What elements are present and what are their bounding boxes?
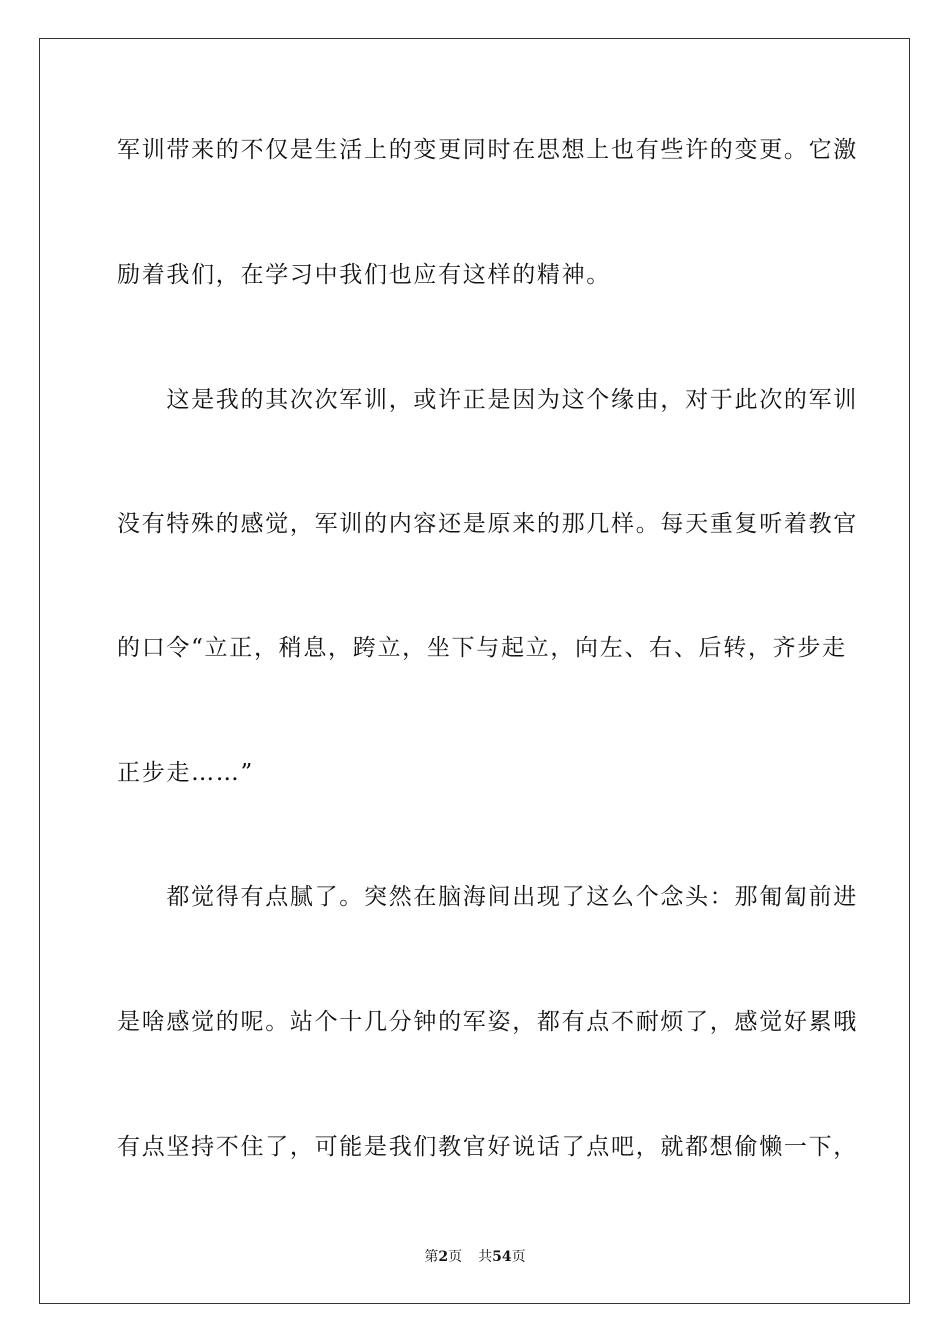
page-border <box>39 38 910 1304</box>
total-prefix: 共 <box>478 1249 493 1265</box>
page-footer <box>0 1247 950 1267</box>
text-line-2: 励着我们，在学习中我们也应有这样的精神。 <box>117 262 611 288</box>
page-prefix: 第 <box>424 1249 439 1265</box>
text-line-1: 军训带来的不仅是生活上的变更同时在思想上也有些许的变更。它激 <box>117 137 858 163</box>
text-line-6: 正步走……” <box>117 760 254 786</box>
text-line-3: 这是我的其次次军训，或许正是因为这个缘由，对于此次的军训 <box>117 387 858 413</box>
page-number: 2 <box>438 1249 449 1265</box>
text-line-9: 有点坚持不住了，可能是我们教官好说话了点吧，就都想偷懒一下， <box>117 1134 858 1160</box>
total-suffix: 页 <box>511 1249 526 1265</box>
page-suffix: 页 <box>448 1249 463 1265</box>
total-pages-label <box>478 1247 525 1267</box>
total-pages: 54 <box>492 1249 512 1265</box>
page-number-label <box>424 1247 462 1267</box>
text-line-5: 的口令“立正，稍息，跨立，坐下与起立，向左、右、后转，齐步走 <box>117 635 847 661</box>
text-line-4: 没有特殊的感觉，军训的内容还是原来的那几样。每天重复听着教官 <box>117 511 858 537</box>
text-line-7: 都觉得有点腻了。突然在脑海间出现了这么个念头：那匍匐前进 <box>117 884 858 910</box>
text-line-8: 是啥感觉的呢。站个十几分钟的军姿，都有点不耐烦了，感觉好累哦 <box>117 1009 858 1035</box>
